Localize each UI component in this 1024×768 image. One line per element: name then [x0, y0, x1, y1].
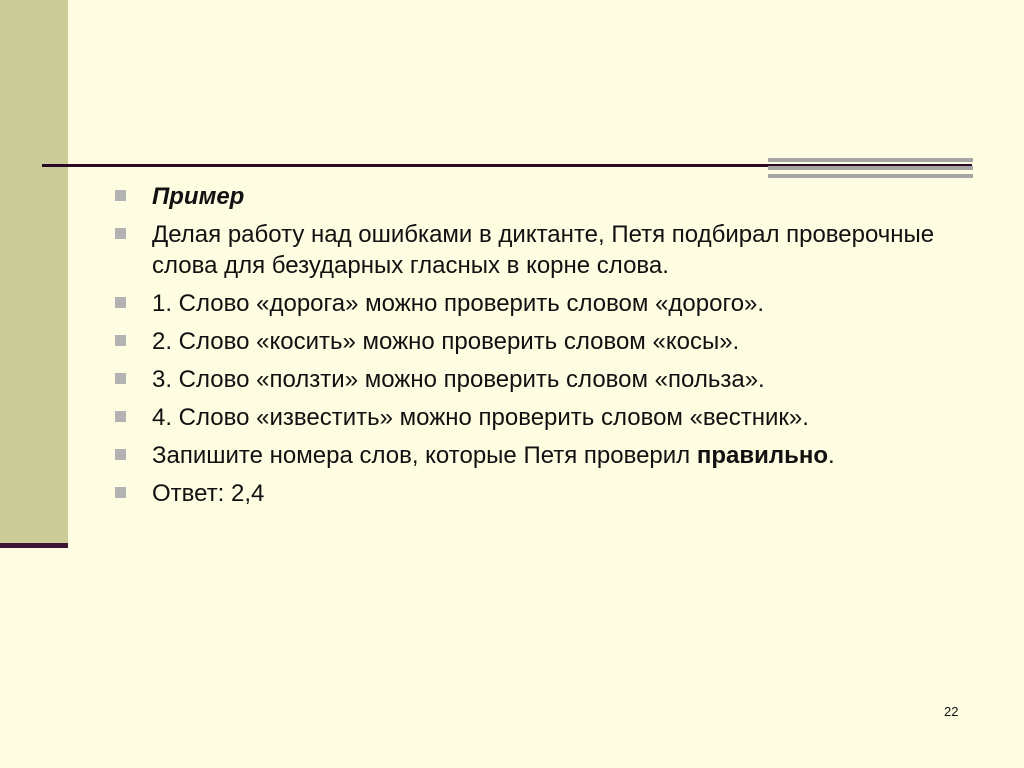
square-bullet-icon [115, 190, 126, 201]
page-number: 22 [944, 704, 959, 719]
left-bar-base-line [0, 543, 68, 548]
square-bullet-icon [115, 449, 126, 460]
square-bullet-icon [115, 373, 126, 384]
decorative-stripes [768, 158, 973, 180]
instruction-end: . [828, 442, 835, 469]
list-item-heading [112, 181, 972, 212]
stripe [768, 166, 973, 170]
square-bullet-icon [115, 297, 126, 308]
instruction-text: Запишите номера слов, которые Петя проверил [152, 442, 697, 469]
answer-text: Ответ: 2,4 [152, 480, 265, 507]
word-pair-4: 4. Слово «известить» можно проверить словом «вестник». [152, 404, 809, 431]
word-pair-1: 1. Слово «дорога» можно проверить словом «дорого». [152, 290, 765, 317]
list-item [112, 326, 972, 357]
stripe [768, 174, 973, 178]
instruction-emphasis: правильно [696, 442, 829, 469]
list-item-answer [112, 478, 972, 509]
left-decorative-bar [0, 0, 68, 545]
word-pair-2: 2. Слово «косить» можно проверить словом «косы». [152, 328, 740, 355]
square-bullet-icon [115, 487, 126, 498]
list-item [112, 402, 972, 433]
intro-text: Делая работу над ошибками в диктанте, Петя подбирал проверочные слова для безударных гласных в корне слова. [152, 221, 935, 279]
stripe [768, 158, 973, 162]
square-bullet-icon [115, 411, 126, 422]
square-bullet-icon [115, 335, 126, 346]
list-item [112, 288, 972, 319]
list-item-instruction [112, 440, 972, 471]
list-item [112, 364, 972, 395]
square-bullet-icon [115, 228, 126, 239]
word-pair-3: 3. Слово «ползти» можно проверить словом «польза». [152, 366, 765, 393]
list-item-intro [112, 219, 972, 281]
bullet-list [112, 181, 972, 516]
example-heading: Пример [152, 183, 245, 210]
